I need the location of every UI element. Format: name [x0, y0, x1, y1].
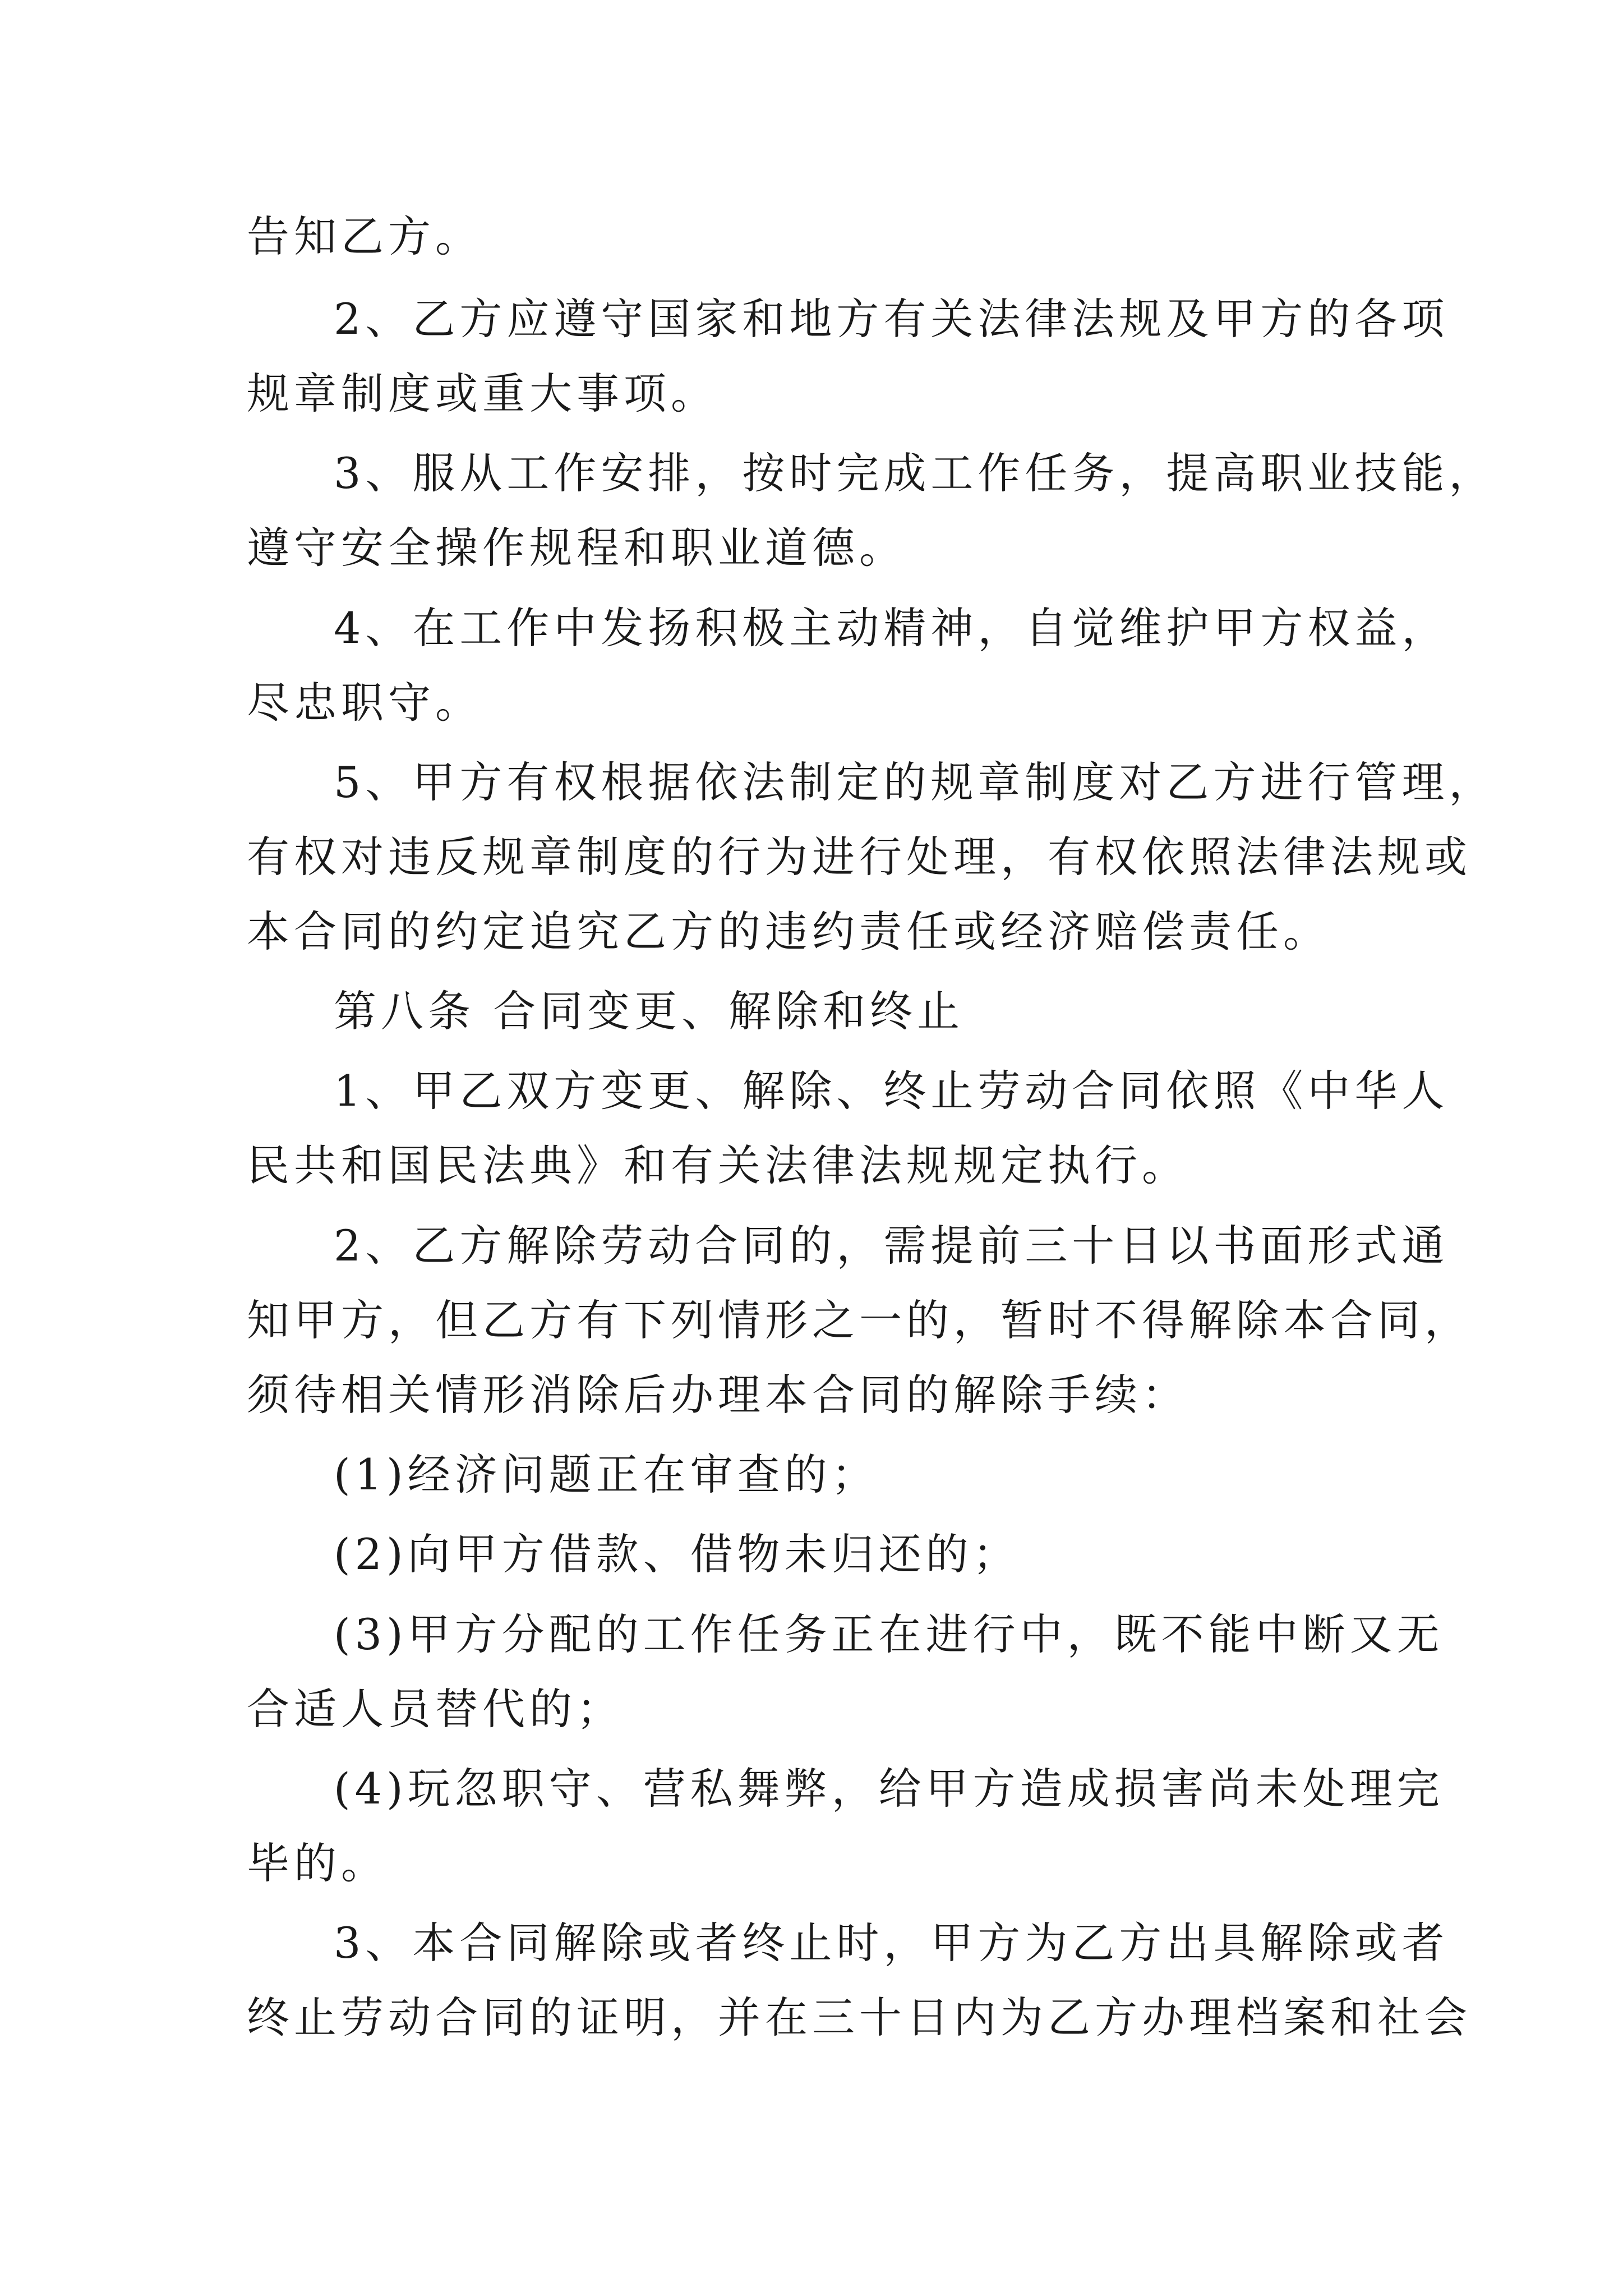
- text-line: 毕的。: [247, 1838, 388, 1888]
- text-line: 合适人员替代的；: [247, 1684, 624, 1734]
- text-line: 3、本合同解除或者终止时，甲方为乙方出具解除或者: [334, 1918, 1449, 1968]
- text-line: 3、服从工作安排，按时完成工作任务，提高职业技能，: [334, 448, 1496, 498]
- text-line: 终止劳动合同的证明，并在三十日内为乙方办理档案和社会: [247, 1993, 1472, 2042]
- text-line: 4、在工作中发扬积极主动精神，自觉维护甲方权益，: [334, 603, 1449, 653]
- text-line: 1、甲乙双方变更、解除、终止劳动合同依照《中华人: [334, 1066, 1449, 1116]
- text-line: 须待相关情形消除后办理本合同的解除手续：: [247, 1370, 1189, 1420]
- text-line: 2、乙方应遵守国家和地方有关法律法规及甲方的各项: [334, 294, 1449, 344]
- text-line: 5、甲方有权根据依法制定的规章制度对乙方进行管理，: [334, 757, 1496, 807]
- section-heading: 第八条 合同变更、解除和终止: [334, 986, 965, 1036]
- text-line: 知甲方，但乙方有下列情形之一的，暂时不得解除本合同，: [247, 1295, 1472, 1345]
- text-line: 民共和国民法典》和有关法律法规规定执行。: [247, 1140, 1189, 1190]
- text-line: 本合同的约定追究乙方的违约责任或经济赔偿责任。: [247, 907, 1330, 956]
- text-line: 告知乙方。: [247, 211, 482, 261]
- list-item: (3)甲方分配的工作任务正在进行中，既不能中断又无: [334, 1609, 1444, 1659]
- list-item: (1)经济问题正在审查的；: [334, 1450, 879, 1499]
- text-line: 遵守安全操作规程和职业道德。: [247, 523, 906, 573]
- text-line: 规章制度或重大事项。: [247, 369, 718, 418]
- list-item: (2)向甲方借款、借物未归还的；: [334, 1529, 1020, 1579]
- text-line: 有权对违反规章制度的行为进行处理，有权依照法律法规或: [247, 832, 1472, 882]
- list-item: (4)玩忽职守、营私舞弊，给甲方造成损害尚未处理完: [334, 1764, 1444, 1814]
- text-line: 尽忠职守。: [247, 678, 482, 728]
- text-line: 2、乙方解除劳动合同的，需提前三十日以书面形式通: [334, 1221, 1449, 1271]
